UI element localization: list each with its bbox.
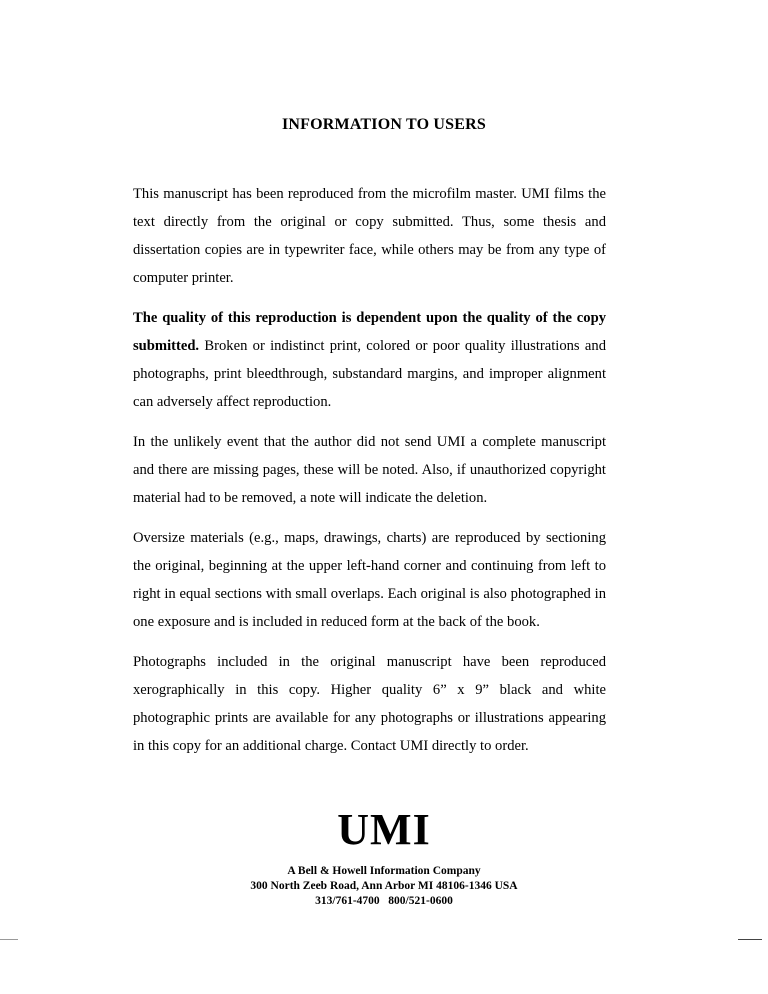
paragraph-photographs: Photographs included in the original manuscript have been reproduced xerographically in this copy. Higher quality 6” x 9” black and white photographic prints are available for any photographs or illustrations appearing in this copy for an additional charge. Contact UMI directly to order. [133, 654, 606, 754]
publisher-phones: 313/761-4700 800/521-0600 [315, 895, 453, 907]
quality-details: Broken or indistinct print, colored or poor quality illustrations and photographs, print bleedthrough, substandard margins, and improper alignment can adversely affect reproduction. [133, 338, 606, 410]
scan-edge-mark-left [0, 939, 18, 940]
page-title: INFORMATION TO USERS [281, 116, 487, 133]
publisher-block [0, 805, 768, 909]
publisher-address: 300 North Zeeb Road, Ann Arbor MI 48106-1346 USA [250, 880, 518, 892]
scan-edge-mark-right [738, 939, 762, 940]
paragraph-quality [133, 304, 606, 416]
quality-emphasis: The quality of this reproduction is dependent upon the quality of the copy submitted. [133, 310, 606, 354]
publisher-company: A Bell & Howell Information Company [287, 865, 481, 877]
paragraph-oversize: Oversize materials (e.g., maps, drawings, charts) are reproduced by sectioning the original, beginning at the upper left-hand corner and continuing from left to right in equal sections with small overlaps. Each original is also photographed in one exposure and is included in reduced form at the back of the book. [133, 530, 606, 630]
paragraph-microfilm: This manuscript has been reproduced from the microfilm master. UMI films the text directly from the original or copy submitted. Thus, some thesis and dissertation copies are in typewriter face, while others may be from any type of computer printer. [133, 186, 606, 286]
paragraph-missing-pages: In the unlikely event that the author did not send UMI a complete manuscript and there are missing pages, these will be noted. Also, if unauthorized copyright material had to be removed, a note will indicate the deletion. [133, 434, 606, 506]
umi-logo: UMI [337, 805, 431, 854]
notice-body [133, 180, 606, 772]
